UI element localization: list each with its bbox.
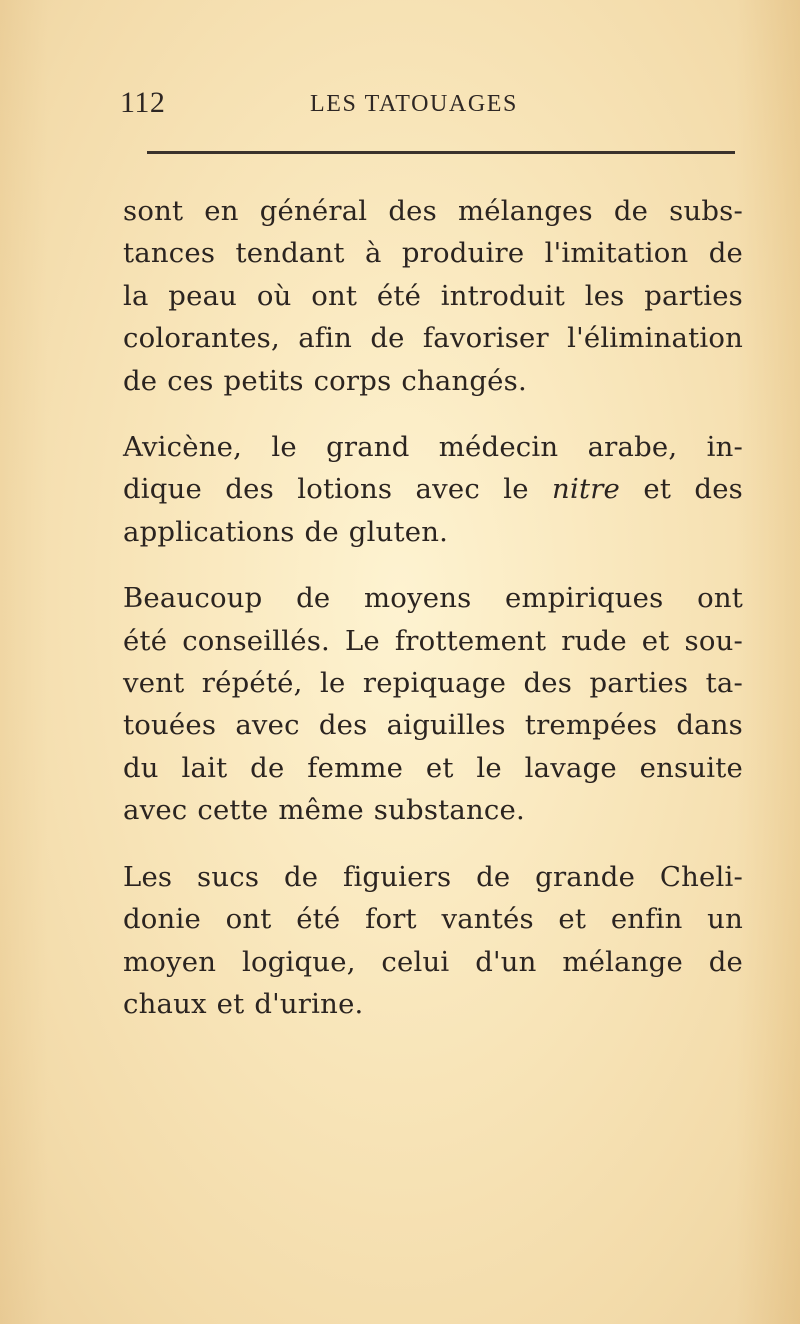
text-line: donie ont été fort vantés et enfin un (123, 903, 743, 936)
text-line: Les sucs de figuiers de grande Cheli- (123, 860, 743, 893)
text-line: avec cette même substance. (123, 794, 525, 827)
text-line: sont en général des mélanges de subs- (123, 195, 743, 227)
text-line: moyen logique, celui d'un mélange de (123, 945, 743, 978)
text-line: touées avec des aiguilles trempées dans (123, 709, 743, 742)
text-line: de ces petits corps changés. (123, 364, 527, 397)
text-line: tances tendant à produire l'imitation de (123, 237, 743, 270)
page-header (120, 86, 740, 126)
text-line-with-italic (123, 468, 743, 510)
paragraph-2 (123, 426, 743, 553)
text-line: applications de gluten. (123, 515, 449, 548)
text-line: Avicène, le grand médecin arabe, in- (123, 431, 743, 464)
text-segment: et des (643, 473, 743, 506)
page-number: 112 (120, 86, 166, 119)
paragraph-4 (123, 856, 743, 1026)
text-line: vent répété, le repiquage des parties ta- (123, 667, 743, 700)
running-title: LES TATOUAGES (310, 91, 519, 117)
text-line: Beaucoup de moyens empiriques ont (123, 582, 743, 615)
text-line: colorantes, afin de favoriser l'élimination (123, 322, 743, 355)
paragraph-3 (123, 577, 743, 831)
text-segment: dique des lotions avec le (123, 473, 529, 506)
text-line: du lait de femme et le lavage ensuite (123, 751, 743, 784)
text-line: été conseillés. Le frottement rude et sou- (123, 624, 743, 657)
body-text (123, 190, 743, 1049)
italic-word: nitre (552, 473, 621, 506)
paragraph-1 (123, 190, 743, 402)
header-rule (147, 151, 735, 154)
text-line: chaux et d'urine. (123, 987, 364, 1020)
text-line: la peau où ont été introduit les parties (123, 279, 743, 312)
